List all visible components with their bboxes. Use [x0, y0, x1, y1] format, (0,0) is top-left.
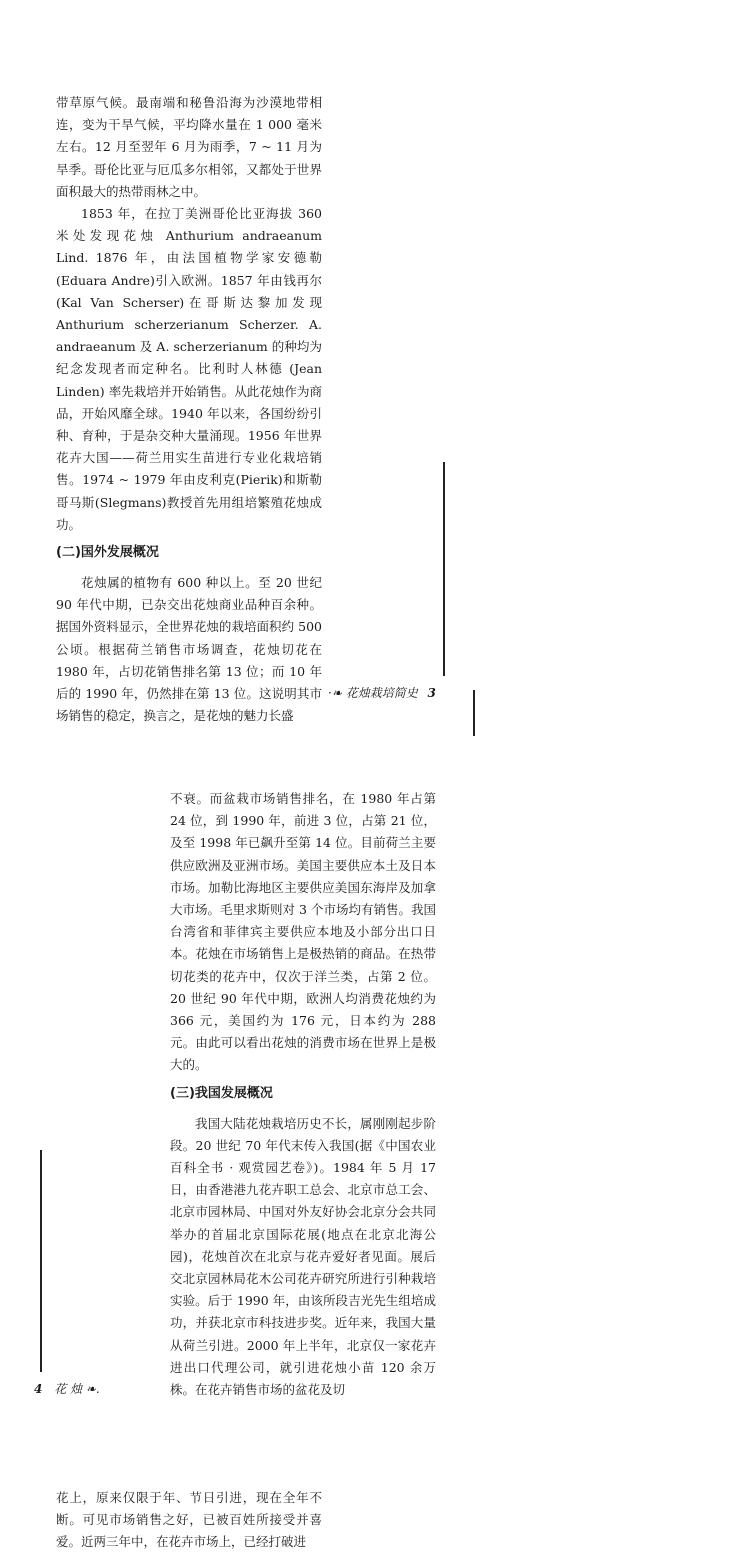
page-4-text-block: [170, 788, 436, 1401]
page-4-continuation-paragraph: 不衰。而盆栽市场销售排名，在 1980 年占第24 位，到 1990 年，前进 3 位，占第 21 位，及至 1998 年已飙升至第 14 位。目前荷兰主要供应欧洲及亚洲市场。美国主要供应本土及日本市场。加勒比海地区主要供应美国东海岸及加拿大市场。毛里求斯则对 3 个市场均有销售。我国台湾省和菲律宾主要供应本地及小部分出口日本。花烛在市场销售上是极热销的商品。在热带切花类的花卉中，仅次于洋兰类，占第 2 位。20 世纪 90 年代中期，欧洲人均消费花烛约为 366 元，美国约为 176 元，日本约为 288 元。由此可以看出花烛的消费市场在世界上是极大的。: [170, 791, 436, 1073]
running-footer-title: 花烛栽培简史: [345, 686, 418, 700]
foreign-development-paragraph: 花烛属的植物有 600 种以上。至 20 世纪 90 年代中期，已杂交出花烛商业品种百余种。据国外资料显示，全世界花烛的栽培面积约 500 公顷。根据荷兰销售市场调查，花烛切花在1980 年，占切花销售排名第 13 位；而 10 年后的 1990 年，仍然排在第 13 位。这说明其市场销售的稳定，换言之，是花烛的魅力长盛: [56, 575, 322, 724]
page-5-text-block: [56, 1487, 322, 1554]
domestic-development-paragraph: 我国大陆花烛栽培历史不长，属刚刚起步阶段。20 世纪 70 年代末传入我国(据《中国农业百科全书 · 观赏园艺卷》)。1984 年 5 月 17 日，由香港港九花卉职工总会、北京市总工会、北京市园林局、中国对外友好协会北京分会共同举办的首届北京国际花展(地点在北京北海公园)，花烛首次在北京与花卉爱好者见面。展后交北京园林局花木公司花卉研究所进行引种栽培实验。后于 1990 年，由该所段吉光先生组培成功，并获北京市科技进步奖。近年来，我国大量从荷兰引进。2000 年上半年，北京仅一家花卉进出口代理公司，就引进花烛小苗 120 余万株。在花卉销售市场的盆花及切: [170, 1115, 436, 1398]
section-heading-foreign: (二)国外发展概况: [56, 545, 159, 561]
page-number: 4: [34, 1382, 43, 1396]
page-3-edge-rule: [473, 690, 475, 736]
page-4-footer: [34, 1380, 100, 1397]
page-4-margin-rule: [40, 1150, 42, 1372]
page-3-margin-rule: [443, 462, 445, 676]
page-3-footer: [328, 684, 436, 701]
section-heading-domestic: (三)我国发展概况: [170, 1085, 273, 1101]
flower-ornament-icon: ·❧: [328, 686, 342, 700]
page-3-continuation-paragraph: 带草原气候。最南端和秘鲁沿海为沙漠地带相连，变为干旱气候，平均降水量在 1 000 毫米左右。12 月至翌年 6 月为雨季，7 ~ 11 月为旱季。哥伦比亚与厄瓜多尔相邻，又都处于世界面积最大的热带雨林之中。: [56, 95, 322, 199]
page-5-continuation-paragraph: 花上，原来仅限于年、节日引进，现在全年不断。可见市场销售之好，已被百姓所接受并喜爱。近两三年中，在花卉市场上，已经打破进: [56, 1490, 322, 1550]
history-paragraph: 1853 年，在拉丁美洲哥伦比亚海拔 360 米处发现花烛 Anthurium andraeanum Lind. 1876 年，由法国植物学家安德勒(Eduara Andre)引入欧洲。1857 年由钱再尔(Kal Van Scherser)在哥斯达黎加发现 Anthurium scherzerianum Scherzer. A. andraeanum 及 A. scherzerianum 的种均为纪念发现者而定种名。比利时人林德 (Jean Linden) 率先栽培并开始销售。从此花烛作为商品，开始风靡全球。1940 年以来，各国纷纷引种、育种，于是杂交种大量涌现。1956 年世界花卉大国——荷兰用实生苗进行专业化栽培销售。1974 ~ 1979 年由皮利克(Pierik)和斯勒哥马斯(Slegmans)教授首先用组培繁殖花烛成功。: [56, 206, 322, 532]
flower-ornament-icon: ❧.: [85, 1382, 100, 1396]
page-3-text-block: [56, 92, 322, 727]
page-number: 3: [427, 686, 436, 700]
running-footer-title: 花 烛: [54, 1382, 83, 1396]
